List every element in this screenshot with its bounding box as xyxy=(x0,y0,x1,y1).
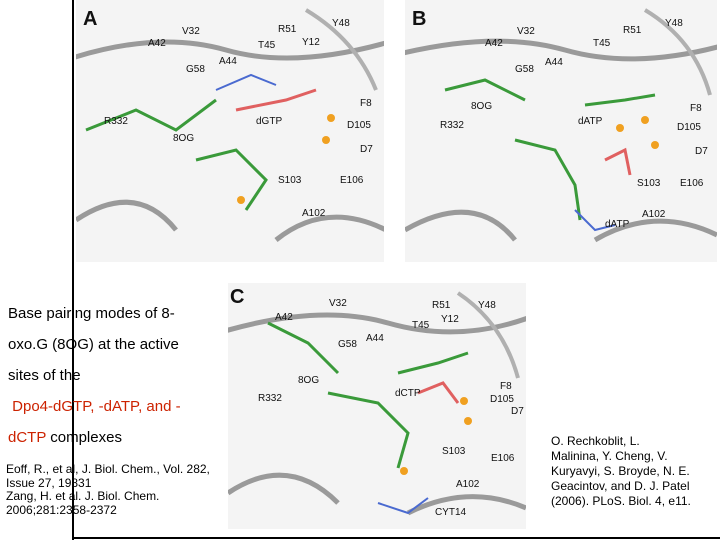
residue-label: D105 xyxy=(677,122,701,133)
residue-label: R332 xyxy=(258,393,282,404)
panel-b-structure-art xyxy=(405,0,717,262)
residue-label: V32 xyxy=(517,26,535,37)
panel-letter-c: C xyxy=(230,286,245,308)
residue-label: Y12 xyxy=(302,37,320,48)
residue-label: A44 xyxy=(366,333,384,344)
panel-c-structure-art xyxy=(228,283,526,529)
panel-a-structure-art xyxy=(76,0,384,262)
reference-line: Geacintov, and D. J. Patel xyxy=(551,479,690,493)
residue-label: V32 xyxy=(182,26,200,37)
residue-label: F8 xyxy=(690,103,702,114)
reference-line: (2006). PLoS. Biol. 4, e11. xyxy=(551,494,691,508)
residue-label: A42 xyxy=(148,38,166,49)
residue-label: F8 xyxy=(500,381,512,392)
residue-label: A102 xyxy=(302,208,326,219)
residue-label: T45 xyxy=(412,320,430,331)
residue-label: A44 xyxy=(545,57,563,68)
figure-caption xyxy=(8,298,223,453)
frame-left-line xyxy=(72,0,74,540)
reference-line: Malinina, Y. Cheng, V. xyxy=(551,449,668,463)
residue-label: T45 xyxy=(258,40,276,51)
residue-label: A44 xyxy=(219,56,237,67)
residue-label: E106 xyxy=(680,178,704,189)
residue-label: S103 xyxy=(637,178,661,189)
caption-line-highlight: Dpo4-dGTP, -dATP, and - xyxy=(8,398,181,415)
reference-line: Zang, H. et al. J. Biol. Chem. xyxy=(6,489,160,503)
residue-label: 8OG xyxy=(298,375,320,386)
residue-label: R51 xyxy=(278,24,297,35)
reference-line: Kuryavyi, S. Broyde, N. E. xyxy=(551,464,690,478)
residue-label: R332 xyxy=(440,120,464,131)
residue-label: G58 xyxy=(515,64,534,75)
references-right xyxy=(551,434,719,509)
reference-line: O. Rechkoblit, L. xyxy=(551,434,640,448)
residue-label: R332 xyxy=(104,116,128,127)
caption-line: sites of the xyxy=(8,367,81,384)
residue-label: R51 xyxy=(623,25,642,36)
residue-label: E106 xyxy=(340,175,364,186)
caption-line: oxo.G (8OG) at the active xyxy=(8,336,179,353)
residue-label: S103 xyxy=(442,446,466,457)
caption-text: complexes xyxy=(46,429,122,446)
residue-label: A42 xyxy=(275,312,293,323)
reference-line: Issue 27, 19831 xyxy=(6,475,92,490)
residue-label: S103 xyxy=(278,175,302,186)
caption-line xyxy=(8,422,223,453)
caption-line: Base pairing modes of 8- xyxy=(8,305,175,322)
residue-label: 8OG xyxy=(471,101,493,112)
reference-line: Eoff, R., et al, J. Biol. Chem., Vol. 282, xyxy=(6,462,210,476)
residue-label: dCTP xyxy=(395,388,421,399)
residue-label: E106 xyxy=(491,453,515,464)
residue-label: D7 xyxy=(511,406,524,417)
figure-panel-a xyxy=(76,0,384,262)
residue-label: G58 xyxy=(186,64,205,75)
residue-label: Y48 xyxy=(332,18,350,29)
residue-label: V32 xyxy=(329,298,347,309)
residue-label: dATP xyxy=(578,116,603,127)
figure-panel-b xyxy=(405,0,717,262)
residue-label: D105 xyxy=(347,120,371,131)
caption-highlight-word: dCTP xyxy=(8,429,47,446)
references-left xyxy=(6,463,236,517)
residue-label: dGTP xyxy=(256,116,283,127)
residue-label: dATP xyxy=(605,219,630,230)
residue-label: D7 xyxy=(360,144,373,155)
residue-label: A102 xyxy=(642,209,666,220)
residue-label: F8 xyxy=(360,98,372,109)
reference-line: 2006;281:2358-2372 xyxy=(6,502,117,517)
residue-label: D7 xyxy=(695,146,708,157)
residue-label: Y12 xyxy=(441,314,459,325)
frame-bottom-line xyxy=(72,537,720,539)
residue-label: Y48 xyxy=(478,300,496,311)
residue-label: D105 xyxy=(490,394,514,405)
residue-label: G58 xyxy=(338,339,357,350)
residue-label: 8OG xyxy=(173,133,195,144)
residue-label: A102 xyxy=(456,479,480,490)
residue-label: T45 xyxy=(593,38,611,49)
figure-panel-c xyxy=(228,283,526,529)
residue-label: R51 xyxy=(432,300,451,311)
panel-letter-b: B xyxy=(412,8,427,30)
residue-label: CYT14 xyxy=(435,507,467,518)
residue-label: A42 xyxy=(485,38,503,49)
panel-letter-a: A xyxy=(83,8,98,30)
residue-label: Y48 xyxy=(665,18,683,29)
